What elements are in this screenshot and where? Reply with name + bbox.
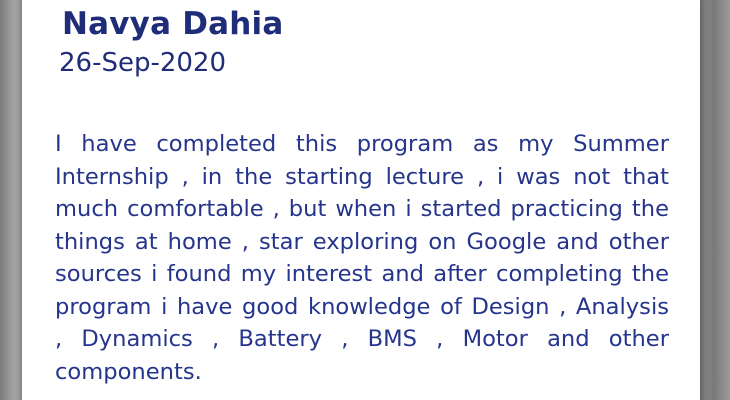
review-date: 26-Sep-2020 [59, 48, 227, 78]
review-text: I have completed this program as my Summer Internship , in the starting lecture , i was not that much comfortable , but when i started practicing the things at home , star exploring on Google and other sources i found my interest and after completing the program i have good knowledge of Design , Analysis , Dynamics , Battery , BMS , Motor and other components. [55, 131, 669, 385]
adjacent-card-edge [700, 0, 730, 400]
testimonial-card [22, 0, 700, 400]
reviewer-name: Navya Dahia [62, 6, 284, 42]
